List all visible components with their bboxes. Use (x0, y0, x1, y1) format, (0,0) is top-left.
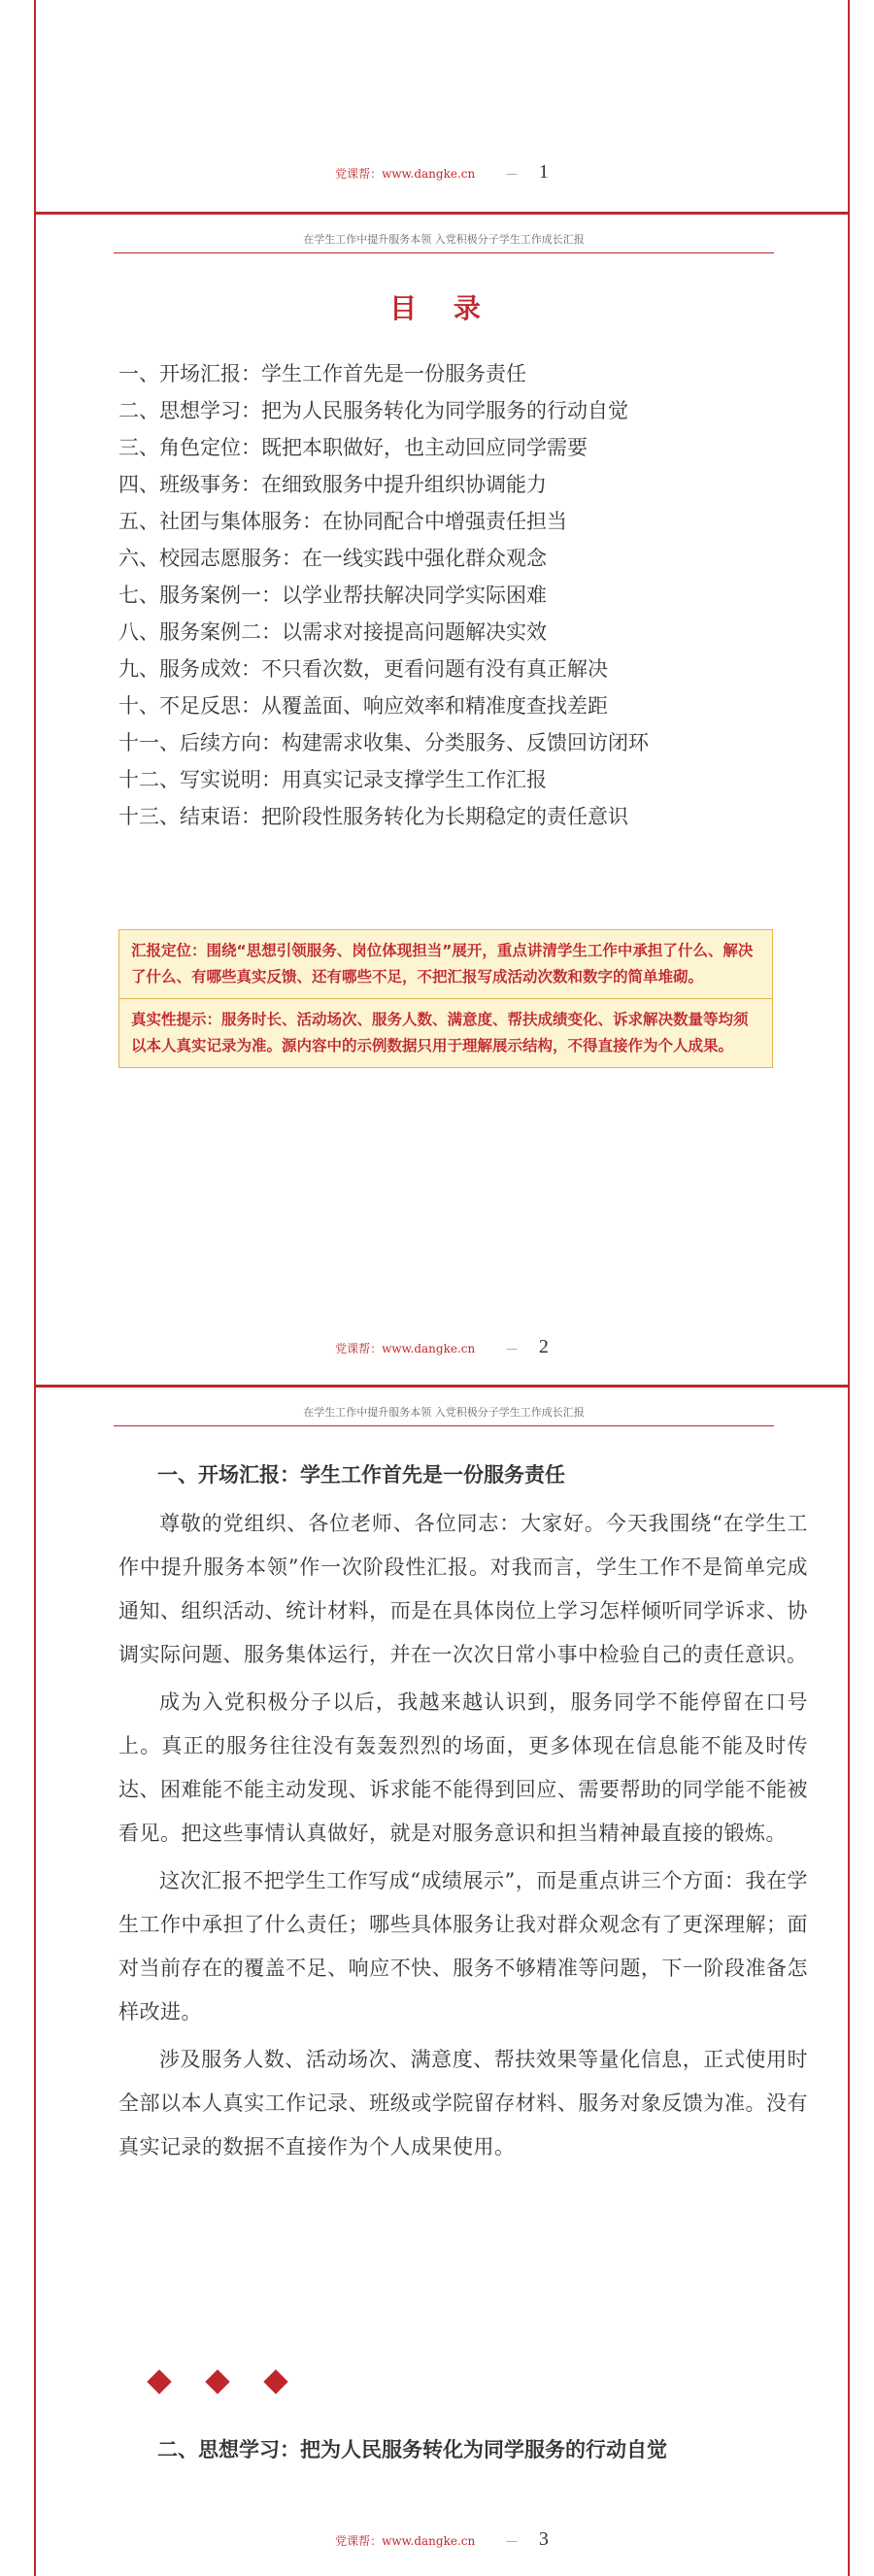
footer-site[interactable]: 党课帮：www.dangke.cn (335, 167, 476, 181)
toc-title: 目 录 (389, 292, 494, 324)
footer-dash: — (506, 2534, 519, 2548)
toc-item[interactable]: 八、服务案例二：以需求对接提高问题解决实效 (118, 620, 547, 644)
toc-item[interactable]: 十三、结束语：把阶段性服务转化为长期稳定的责任意识 (118, 805, 628, 828)
toc-item[interactable]: 十一、后续方向：构建需求收集、分类服务、反馈回访闭环 (118, 731, 649, 754)
paragraph: 成为入党积极分子以后，我越来越认识到，服务同学不能停留在口号上。真正的服务往往没有轰轰烈烈的场面，更多体现在信息能不能及时传达、困难能不能主动发现、诉求能不能得到回应、需要帮助的同学能不能被看见。把这些事情认真做好，就是对服务意识和担当精神最直接的锻炼。 (118, 1690, 808, 1845)
page-footer (36, 161, 848, 184)
page-3 (34, 1388, 850, 2576)
body-text (118, 1455, 808, 2173)
page-number: 1 (538, 161, 549, 183)
toc-item[interactable]: 三、角色定位：既把本职做好，也主动回应同学需要 (118, 436, 588, 459)
toc-item[interactable]: 十二、写实说明：用真实记录支撑学生工作汇报 (118, 768, 547, 791)
footer-dash: — (506, 167, 519, 181)
running-header: 在学生工作中提升服务本领 入党积极分子学生工作成长汇报 (114, 231, 774, 253)
toc-item[interactable]: 四、班级事务：在细致服务中提升组织协调能力 (118, 473, 547, 496)
diamond-icon (147, 2369, 171, 2393)
toc-item[interactable]: 六、校园志愿服务：在一线实践中强化群众观念 (118, 547, 547, 570)
toc-item[interactable]: 二、思想学习：把为人民服务转化为同学服务的行动自觉 (118, 399, 628, 422)
diamond-icon (263, 2369, 287, 2393)
section-heading: 二、思想学习：把为人民服务转化为同学服务的行动自觉 (157, 2437, 667, 2461)
section-heading: 一、开场汇报：学生工作首先是一份服务责任 (157, 1462, 565, 1487)
toc-item[interactable]: 九、服务成效：不只看次数，更看问题有没有真正解决 (118, 657, 608, 681)
diamond-divider (151, 2373, 325, 2394)
paragraph: 尊敬的党组织、各位老师、各位同志：大家好。今天我围绕“在学生工作中提升服务本领”作一次阶段性汇报。对我而言，学生工作不是简单完成通知、组织活动、统计材料，而是在具体岗位上学习怎样倾听同学诉求、协调实际问题、服务集体运行，并在一次次日常小事中检验自己的责任意识。 (118, 1512, 808, 1666)
body-text-continued (118, 2430, 808, 2469)
paragraph: 涉及服务人数、活动场次、满意度、帮扶效果等量化信息，正式使用时全部以本人真实工作记录、班级或学院留存材料、服务对象反馈为准。没有真实记录的数据不直接作为个人成果使用。 (118, 2048, 808, 2158)
footer-dash: — (506, 1342, 519, 1355)
authenticity-note: 真实性提示：服务时长、活动场次、服务人数、满意度、帮扶成绩变化、诉求解决数量等均须以本人真实记录为准。源内容中的示例数据只用于理解展示结构，不得直接作为个人成果。 (119, 998, 772, 1067)
paragraph: 这次汇报不把学生工作写成“成绩展示”，而是重点讲三个方面：我在学生工作中承担了什么责任；哪些具体服务让我对群众观念有了更深理解；面对当前存在的覆盖不足、响应不快、服务不够精准等问题，下一阶段准备怎样改进。 (118, 1869, 808, 2024)
toc-item[interactable]: 十、不足反思：从覆盖面、响应效率和精准度查找差距 (118, 694, 608, 718)
diamond-icon (205, 2369, 229, 2393)
toc-item[interactable]: 一、开场汇报：学生工作首先是一份服务责任 (118, 362, 526, 385)
page-number: 2 (538, 1336, 549, 1357)
page-1 (34, 0, 850, 214)
page-number: 3 (538, 2528, 549, 2550)
footer-site[interactable]: 党课帮：www.dangke.cn (335, 1342, 476, 1355)
running-header: 在学生工作中提升服务本领 入党积极分子学生工作成长汇报 (114, 1404, 774, 1426)
page-2 (34, 215, 850, 1386)
page-footer (36, 1336, 848, 1358)
notes-box (118, 929, 773, 1068)
toc-list (118, 355, 798, 835)
page-footer (36, 2528, 848, 2551)
toc-item[interactable]: 七、服务案例一：以学业帮扶解决同学实际困难 (118, 584, 547, 607)
toc-item[interactable]: 五、社团与集体服务：在协同配合中增强责任担当 (118, 510, 567, 533)
footer-site[interactable]: 党课帮：www.dangke.cn (335, 2534, 476, 2548)
positioning-note: 汇报定位：围绕“思想引领服务、岗位体现担当”展开，重点讲清学生工作中承担了什么、解决了什么、有哪些真实反馈、还有哪些不足，不把汇报写成活动次数和数字的简单堆砌。 (131, 942, 754, 986)
